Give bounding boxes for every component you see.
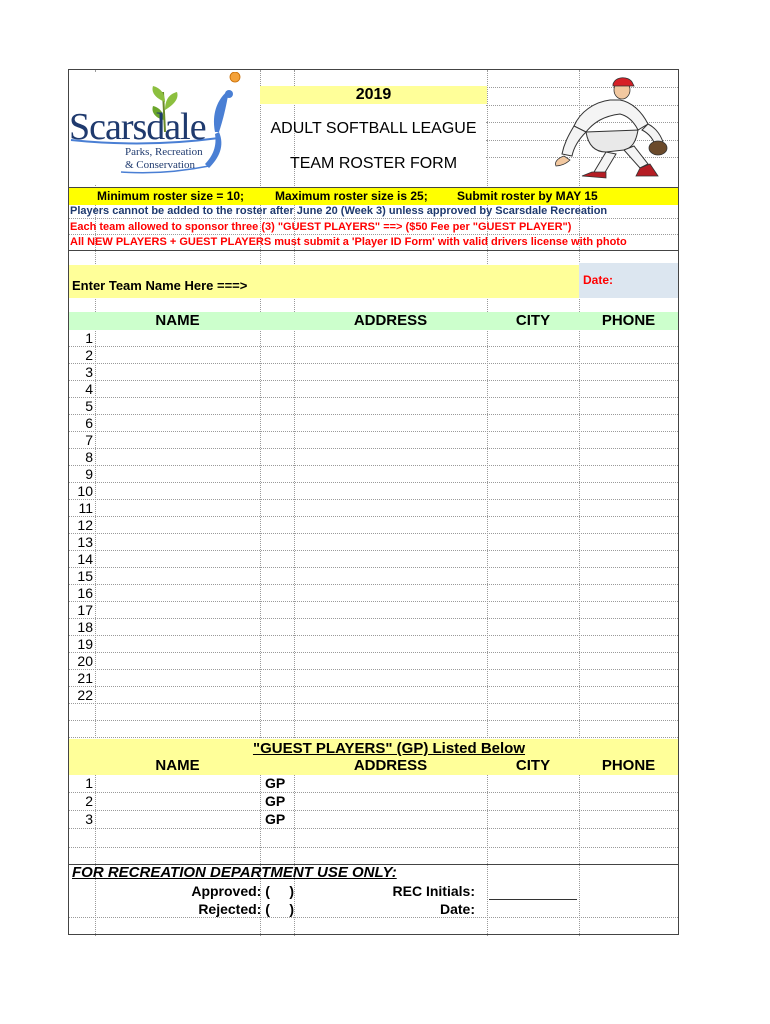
rule-guest-players: Each team allowed to sponsor three (3) "GUEST PLAYERS" ==> ($50 Fee per "GUEST PLAYER")	[70, 221, 572, 233]
rejected-checkbox[interactable]: Rejected: ( )	[198, 901, 294, 917]
row-number: 11	[78, 500, 93, 516]
guest-row[interactable]	[69, 811, 678, 829]
rec-initials-label: REC Initials:	[392, 883, 475, 899]
table-row[interactable]	[69, 602, 678, 619]
guest-row-number: 2	[85, 793, 93, 809]
column-phone: PHONE	[601, 312, 656, 329]
guest-tag: GP	[265, 811, 286, 827]
row-number: 19	[77, 636, 93, 652]
table-row[interactable]	[69, 585, 678, 602]
roster-table	[69, 330, 678, 704]
guest-tag: GP	[265, 775, 286, 791]
guest-row[interactable]	[69, 775, 678, 793]
guest-tag: GP	[265, 793, 286, 809]
table-row[interactable]	[69, 687, 678, 704]
form-title: TEAM ROSTER FORM	[289, 155, 458, 172]
date-field[interactable]	[579, 263, 678, 298]
office-date-label: Date:	[439, 901, 475, 917]
office-use-title: FOR RECREATION DEPARTMENT USE ONLY:	[72, 864, 397, 881]
table-row[interactable]	[69, 483, 678, 500]
row-number: 2	[85, 347, 93, 363]
guest-column-phone: PHONE	[601, 757, 656, 774]
table-row[interactable]	[69, 670, 678, 687]
league-title: ADULT SOFTBALL LEAGUE	[270, 120, 477, 137]
table-row[interactable]	[69, 619, 678, 636]
row-number: 21	[77, 670, 93, 686]
row-number: 15	[77, 568, 93, 584]
scarsdale-logo	[69, 72, 249, 184]
form-year: 2019	[260, 86, 487, 104]
rule-submit-deadline: Submit roster by MAY 15	[457, 189, 598, 203]
row-number: 7	[85, 432, 93, 448]
date-label: Date:	[583, 273, 614, 287]
row-number: 17	[77, 602, 93, 618]
column-address: ADDRESS	[353, 312, 428, 329]
table-row[interactable]	[69, 381, 678, 398]
divider	[69, 250, 678, 251]
table-row[interactable]	[69, 364, 678, 381]
table-row[interactable]	[69, 517, 678, 534]
table-row[interactable]	[69, 466, 678, 483]
table-row[interactable]	[69, 534, 678, 551]
grid-line	[69, 847, 678, 848]
grid-line	[69, 703, 678, 704]
table-row[interactable]	[69, 568, 678, 585]
team-name-label: Enter Team Name Here ===>	[72, 278, 248, 293]
rec-initials-field[interactable]	[489, 899, 577, 900]
row-number: 20	[77, 653, 93, 669]
table-row[interactable]	[69, 347, 678, 364]
row-number: 3	[85, 364, 93, 380]
roster-column-headers	[69, 312, 678, 330]
logo-line-1: Parks, Recreation	[125, 146, 203, 158]
logo-wordmark: Scarsdale	[69, 106, 206, 148]
table-row[interactable]	[69, 636, 678, 653]
guest-column-address: ADDRESS	[353, 757, 428, 774]
guest-column-city: CITY	[515, 757, 551, 774]
row-number: 8	[85, 449, 93, 465]
column-name: NAME	[155, 312, 200, 329]
row-number: 6	[85, 415, 93, 431]
column-city: CITY	[515, 312, 551, 329]
table-row[interactable]	[69, 449, 678, 466]
approved-checkbox[interactable]: Approved: ( )	[191, 883, 294, 899]
row-number: 16	[77, 585, 93, 601]
grid-line	[69, 917, 678, 918]
row-number: 13	[77, 534, 93, 550]
table-row[interactable]	[69, 432, 678, 449]
roster-form-sheet	[68, 69, 679, 935]
player-icon	[524, 72, 674, 182]
rules-banner	[69, 187, 678, 205]
table-row[interactable]	[69, 398, 678, 415]
row-number: 22	[77, 687, 93, 703]
guest-table	[69, 775, 678, 829]
row-number: 14	[77, 551, 93, 567]
grid-line	[69, 737, 678, 738]
table-row[interactable]	[69, 551, 678, 568]
table-row[interactable]	[69, 330, 678, 347]
row-number: 4	[85, 381, 93, 397]
table-row[interactable]	[69, 500, 678, 517]
rule-min-roster: Minimum roster size = 10;	[97, 189, 245, 203]
guest-title: "GUEST PLAYERS" (GP) Listed Below	[252, 740, 526, 757]
row-number: 9	[85, 466, 93, 482]
rule-add-deadline: Players cannot be added to the roster after June 20 (Week 3) unless approved by Scarsdale Recreation	[70, 205, 608, 217]
team-name-field[interactable]	[69, 265, 579, 298]
row-number: 1	[85, 330, 93, 346]
row-number: 10	[77, 483, 93, 499]
rule-player-id: All NEW PLAYERS + GUEST PLAYERS must submit a 'Player ID Form' with valid drivers license with photo	[70, 236, 627, 248]
guest-header	[69, 739, 678, 775]
grid-line	[69, 218, 678, 219]
grid-line	[69, 720, 678, 721]
guest-column-name: NAME	[155, 757, 200, 774]
table-row[interactable]	[69, 415, 678, 432]
guest-row-number: 1	[85, 775, 93, 791]
guest-row[interactable]	[69, 793, 678, 811]
table-row[interactable]	[69, 653, 678, 670]
grid-line	[69, 828, 678, 829]
guest-row-number: 3	[85, 811, 93, 827]
rule-max-roster: Maximum roster size is 25;	[275, 189, 428, 203]
row-number: 5	[85, 398, 93, 414]
row-number: 12	[77, 517, 93, 533]
logo-line-2: & Conservation	[125, 159, 195, 171]
softball-player-illustration	[524, 72, 674, 182]
row-number: 18	[77, 619, 93, 635]
